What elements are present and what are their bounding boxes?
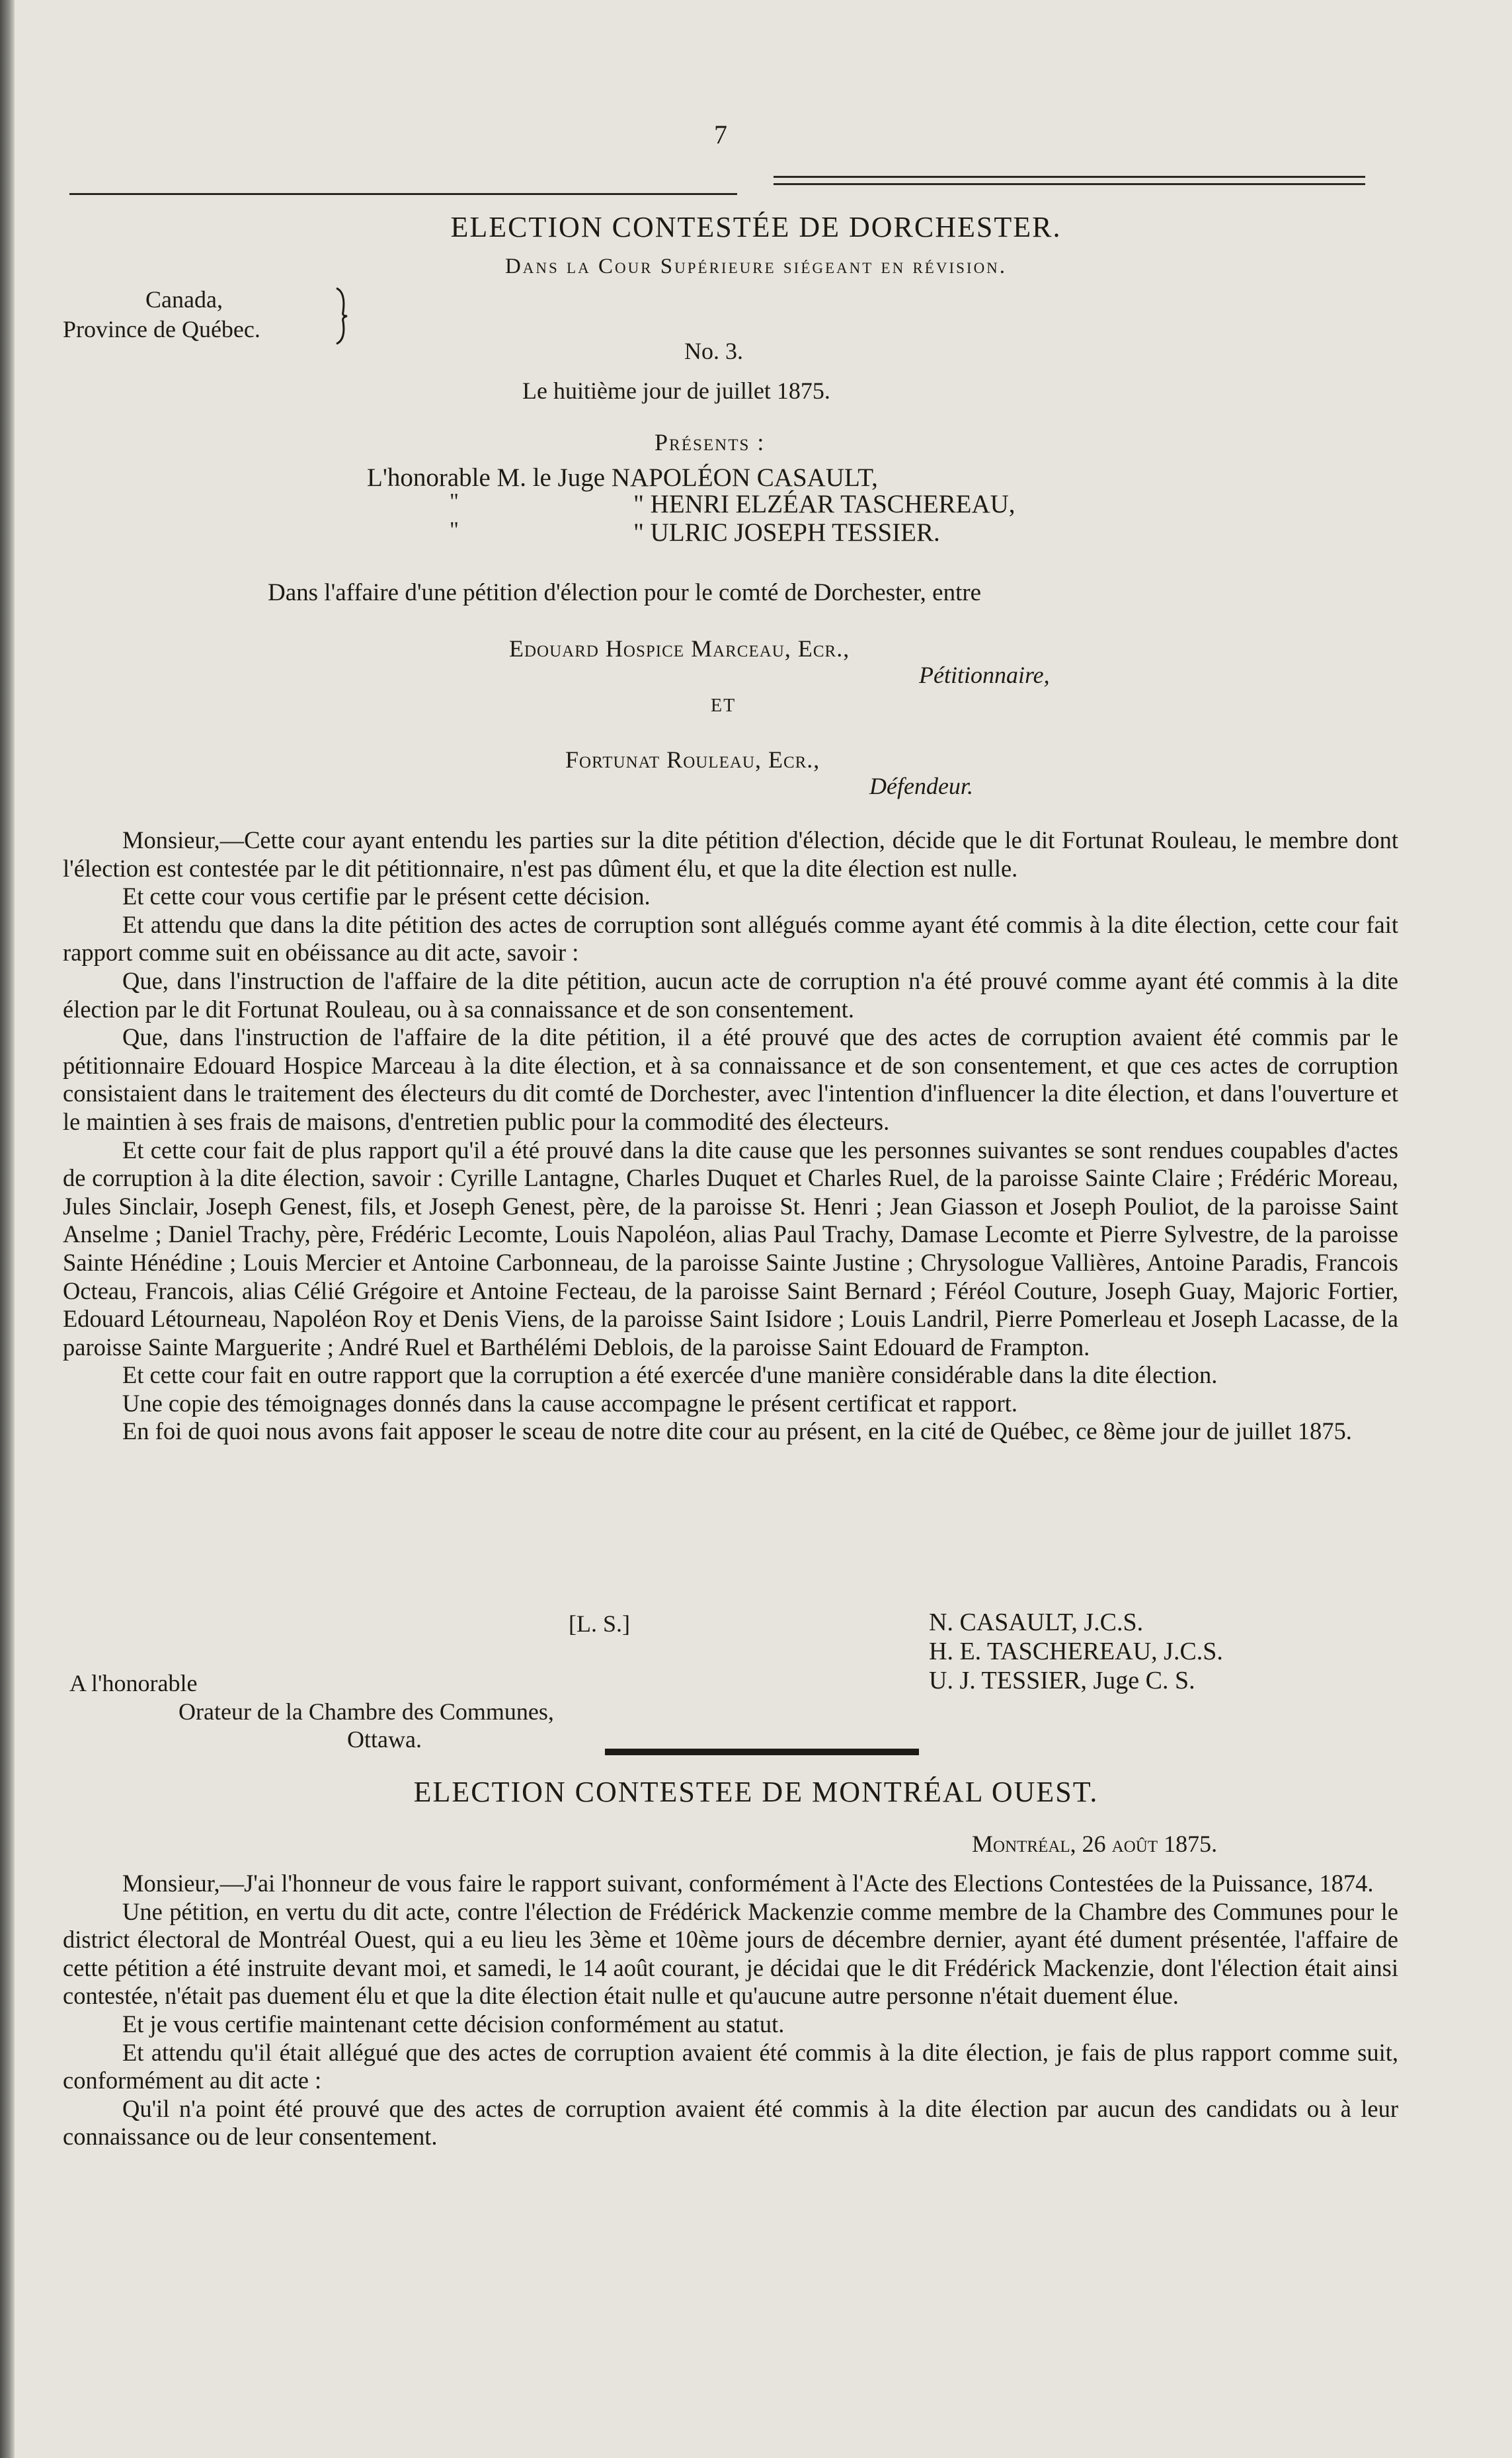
header-rule-left	[69, 193, 737, 195]
montreal-date: Montréal, 26 août 1875.	[972, 1831, 1218, 1857]
seal-mark: [L. S.]	[569, 1610, 630, 1637]
dorchester-paragraph: Monsieur,—Cette cour ayant entendu les parties sur la dite pétition d'élection, décide que le dit Fortunat Rouleau, le membre dont l'élection est contestée par le dit pétitionnaire, n'est pas dûment élu, et que la dite élection est nulle.	[63, 826, 1398, 882]
dorchester-paragraph: Une copie des témoignages donnés dans la cause accompagne le présent certificat et rapport.	[122, 1389, 1017, 1417]
header-rule-right	[774, 176, 1365, 185]
montreal-paragraph: Monsieur,—J'ai l'honneur de vous faire le rapport suivant, conformément à l'Acte des Elections Contestées de la Puissance, 1874.	[122, 1870, 1374, 1897]
affaire-line: Dans l'affaire d'une pétition d'élection pour le comté de Dorchester, entre	[268, 579, 982, 606]
case-number: No. 3.	[684, 338, 743, 364]
canada-label: Canada,	[145, 286, 223, 313]
court-line: Dans la Cour Supérieure siégeant en révision.	[504, 255, 1008, 278]
province-label: Province de Québec.	[63, 316, 260, 342]
dorchester-title: ELECTION CONTESTÉE DE DORCHESTER.	[450, 211, 1062, 243]
addressee-line-3: Ottawa.	[347, 1726, 422, 1753]
defendant-role: Défendeur.	[869, 773, 973, 799]
dorchester-paragraph: Que, dans l'instruction de l'affaire de la dite pétition, aucun acte de corruption n'a été prouvé comme ayant été commis à la dite élection par le dit Fortunat Rouleau, ou à sa connaissance et de son consentement.	[63, 967, 1398, 1023]
ditto-mark-2: "	[450, 518, 459, 542]
brace-mark	[334, 286, 350, 345]
case-date: Le huitième jour de juillet 1875.	[522, 377, 830, 404]
section-separator	[605, 1749, 919, 1755]
presents-heading: Présents :	[655, 429, 766, 456]
signature-casault: N. CASAULT, J.C.S.	[929, 1608, 1144, 1636]
dorchester-paragraph: Et attendu que dans la dite pétition des actes de corruption sont allégués comme ayant été commis à la dite élection, cette cour fait rapport comme suit en obéissance au dit acte, savoir :	[63, 910, 1398, 967]
petitioner-role: Pétitionnaire,	[919, 662, 1050, 688]
montreal-paragraph: Qu'il n'a point été prouvé que des actes de corruption avaient été commis à la dite élection par aucun des candidats ou à leur connaissance ou de leur consentement.	[63, 2094, 1398, 2151]
dorchester-body	[63, 826, 1398, 1446]
defendant-name: Fortunat Rouleau, Ecr.,	[565, 746, 820, 773]
dorchester-paragraph: Et cette cour fait en outre rapport que la corruption a été exercée d'une manière considérable dans la dite élection.	[122, 1361, 1218, 1389]
dorchester-paragraph: Et cette cour fait de plus rapport qu'il a été prouvé dans la dite cause que les personnes suivantes se sont rendues coupables d'actes de corruption à la dite élection, savoir : Cyrille Lantagne, Charles Duquet et Charles Ruel, de la paroisse Sainte Claire ; Frédéric Moreau, Jules Sinclair, Joseph Genest, fils, et Joseph Genest, père, de la paroisse St. Henri ; Jean Giasson et Joseph Pouliot, de la paroisse Saint Anselme ; Daniel Trachy, père, Frédéric Lecomte, Louis Napoléon, alias Paul Trachy, Damase Lecomte et Pierre Sylvestre, de la paroisse Sainte Hénédine ; Louis Mercier et Antoine Carbonneau, de la paroisse Sainte Justine ; Chrysologue Vallières, Antoine Paradis, Francois Octeau, Francois, alias Célié Grégoire et Antoine Fecteau, de la paroisse Saint Bernard ; Féréol Couture, Joseph Guay, Majoric Fortier, Edouard Létourneau, Napoléon Roy et Denis Viens, de la paroisse Saint Isidore ; Louis Landril, Pierre Pomerleau et Joseph Lacasse, de la paroisse Sainte Marguerite ; André Ruel et Barthélémi Deblois, de la paroisse Saint Edouard de Frampton.	[63, 1136, 1398, 1361]
addressee-line-2: Orateur de la Chambre des Communes,	[179, 1698, 554, 1725]
dorchester-paragraph: Que, dans l'instruction de l'affaire de la dite pétition, il a été prouvé que des actes de corruption avaient été commis par le pétitionnaire Edouard Hospice Marceau à la dite élection, et à sa connaissance et de son consentement, et que ces actes de corruption consistaient dans le traitement des électeurs du dit comté de Dorchester, avec l'intention d'influencer la dite élection, et dans l'ouverture et le maintien à ses frais de maisons, d'entretien public pour la commodité des électeurs.	[63, 1023, 1398, 1135]
judge-tessier: " ULRIC JOSEPH TESSIER.	[633, 518, 940, 547]
page-number: 7	[714, 120, 727, 149]
signature-tessier: U. J. TESSIER, Juge C. S.	[929, 1667, 1195, 1694]
montreal-paragraph: Une pétition, en vertu du dit acte, contre l'élection de Frédérick Mackenzie comme membre de la Chambre des Communes pour le district électoral de Montréal Ouest, qui a eu lieu les 3ème et 10ème jours de décembre dernier, ayant été dument présentée, l'affaire de cette pétition a été instruite devant moi, et samedi, le 14 août courant, je décidai que le dit Frédérick Mackenzie, dont l'élection était ainsi contestée, n'était pas duement élu et que la dite élection était nulle et qu'aucune autre personne n'était duement élue.	[63, 1897, 1398, 2010]
montreal-title: ELECTION CONTESTEE DE MONTRÉAL OUEST.	[413, 1776, 1099, 1808]
addressee-line-1: A l'honorable	[69, 1670, 198, 1696]
petitioner-name: Edouard Hospice Marceau, Ecr.,	[509, 635, 850, 662]
dorchester-paragraph: Et cette cour vous certifie par le présent cette décision.	[122, 883, 651, 910]
judge-taschereau: " HENRI ELZÉAR TASCHEREAU,	[633, 490, 1015, 518]
et-separator: ET	[711, 695, 736, 716]
montreal-paragraph: Et je vous certifie maintenant cette décision conformément au statut.	[122, 2010, 785, 2038]
montreal-paragraph: Et attendu qu'il était allégué que des actes de corruption avaient été commis à la dite élection, je fais de plus rapport comme suit, conformément au dit acte :	[63, 2038, 1398, 2094]
signature-taschereau: H. E. TASCHEREAU, J.C.S.	[929, 1638, 1223, 1665]
judge-casault: L'honorable M. le Juge NAPOLÉON CASAULT,	[367, 463, 878, 492]
montreal-body	[63, 1870, 1398, 2151]
ditto-mark-1: "	[450, 489, 459, 514]
dorchester-paragraph: En foi de quoi nous avons fait apposer le sceau de notre dite cour au présent, en la cité de Québec, ce 8ème jour de juillet 1875.	[122, 1417, 1352, 1445]
